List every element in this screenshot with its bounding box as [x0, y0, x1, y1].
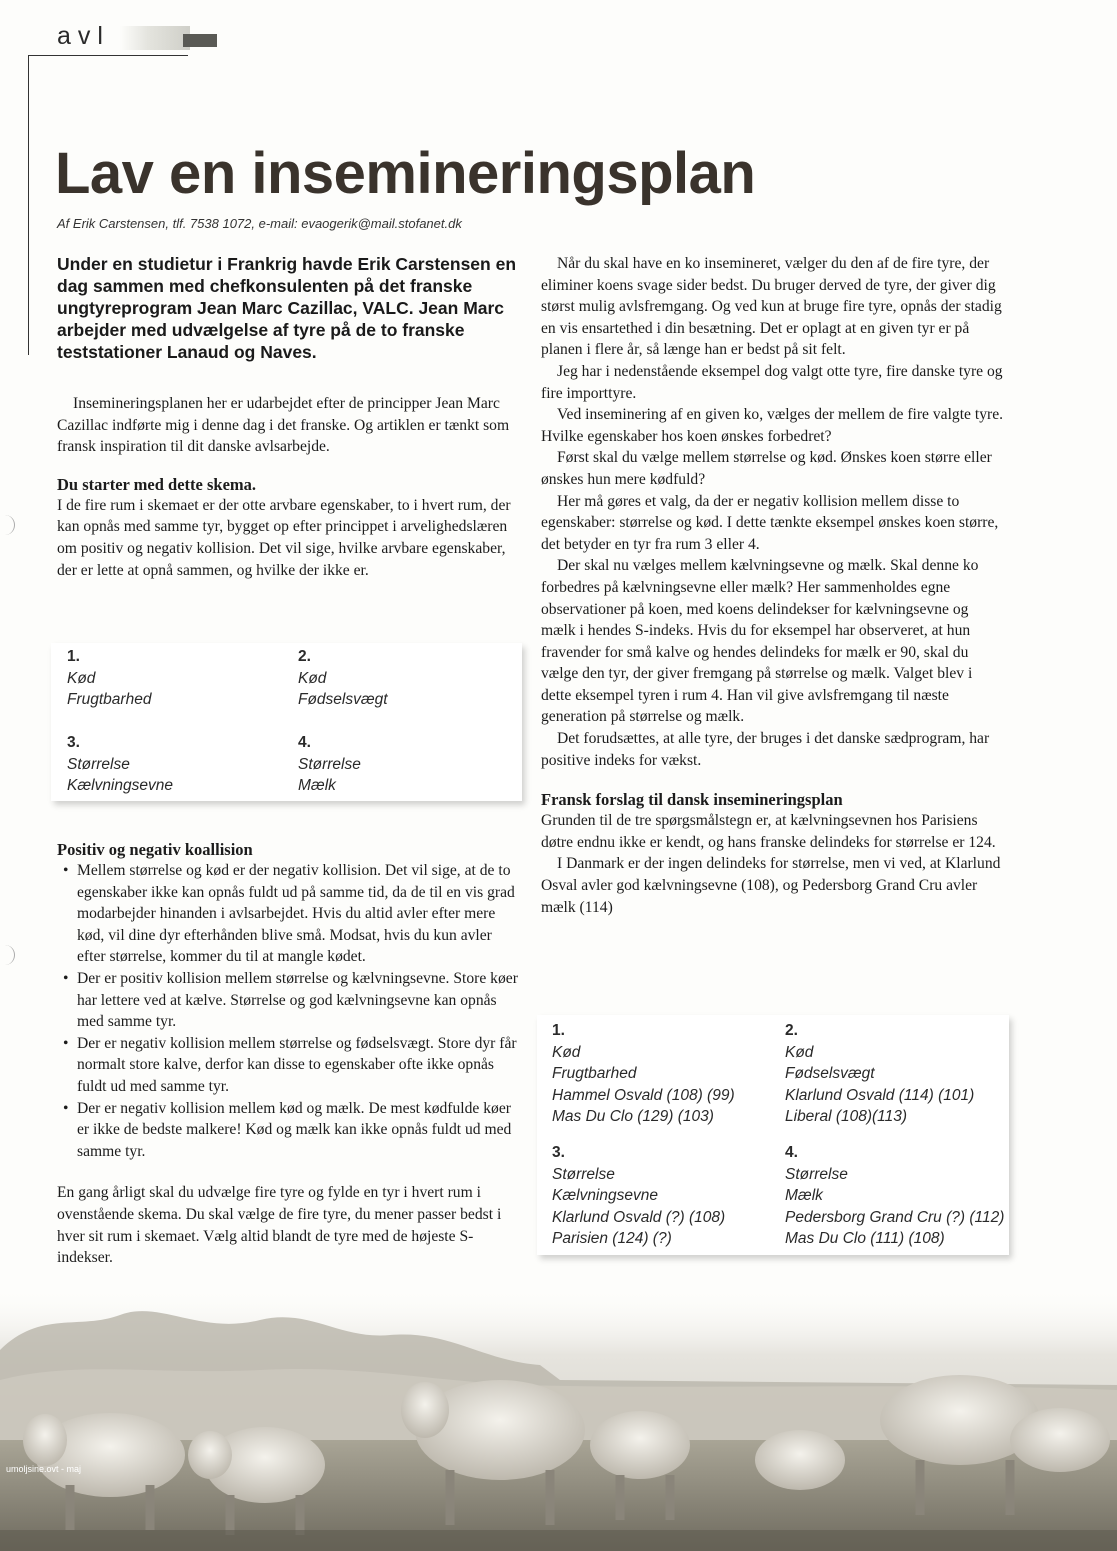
list-item: • Der er positiv kollision mellem størrelse og kælvningsevne. Store køer har lettere ved at kælve. Størrelse og god kælvningsevne kan opnås med samme tyr.	[77, 968, 519, 1033]
body-paragraph: Først skal du vælge mellem størrelse og kød. Ønskes koen større eller ønskes hun mere kødfuld?	[541, 449, 992, 488]
body-paragraph: Ved inseminering af en given ko, vælges der mellem de fire valgte tyre. Hvilke egenskaber hos koen ønskes forbedret?	[541, 406, 1004, 445]
header-decoration	[120, 26, 190, 50]
body-paragraph: Der skal nu vælges mellem kælvningsevne og mælk. Skal denne ko forbedres på kælvningsevne eller mælk? Her sammenholdes egne observationer på koen, med koens delindekser for kælvningsevne og mælk i hendes S-indeks. Hvis du for eksempel har observeret, at hun fravender for små kalve og hendes delindeks for mælk er 90, skal du vælge den tyr, der giver fremgang på størrelse og mælk. Valget blev i dette eksempel tyren i rum 4. Han vil give avlsfremgang til næste generation på størrelse og mælk.	[541, 557, 979, 726]
cell-number: 3.	[552, 1144, 565, 1161]
list-item: • Der er negativ kollision mellem størrelse og fødselsvægt. Store dyr får normalt store kalve, derfor kan disse to egenskaber ofte ikke opnås fuldt ud med samme tyr.	[77, 1033, 519, 1098]
schema-paragraph: I de fire rum i skemaet er der otte arvbare egenskaber, to i hvert rum, der kan opnås med samme tyr, bygget op efter princippet i arvelighedslæren om positiv og negativ kollision. Det vil sige, hvilke arvbare egenskaber, der er lette at opnå sammen, og hvilke der ikke er.	[57, 496, 511, 579]
cell-bull: Hammel Osvald (108) (99)	[552, 1086, 735, 1104]
cell-trait: Størrelse	[552, 1165, 615, 1183]
cell-trait: Fødselsvægt	[785, 1065, 875, 1082]
cell-trait: Mælk	[298, 777, 336, 794]
list-item: • Mellem størrelse og kød er der negativ kollision. Det vil sige, at de to egenskaber ikke kan opnås fuldt ud på samme tid, da de til en vis grad modarbejder hinanden i avlsarbejdet. Hvis du altid avler efter mere kød, vil dine dyr efterhånden blive små. Modsat, hvis du kun avler efter størrelse, kommer du til at mangle kødet.	[77, 860, 519, 968]
section-heading-plan: Fransk forslag til dansk insemineringsplan	[541, 790, 843, 810]
schema-cell-4	[298, 732, 361, 797]
list-item: • Der er negativ kollision mellem kød og mælk. De mest kødfulde køer er ikke de bedste malkere! Kød og mælk kan ikke opnås fuldt ud med samme tyr.	[77, 1098, 519, 1163]
body-paragraph: I Danmark er der ingen delindeks for størrelse, men vi ved, at Klarlund Osval avler god kælvningsevne (108), og Pedersborg Grand Cru avler mælk (114)	[541, 855, 1001, 916]
body-paragraph: Grunden til de tre spørgsmålstegn er, at kælvningsevnen hos Parisiens døtre endnu ikke er kendt, og hans franske delindeks for størrelse er 124.	[541, 812, 996, 851]
intro-paragraph: Insemineringsplanen her er udarbejdet efter de principper Jean Marc Cazillac indførte mig i denne dag i det franske. Og artiklen er tænkt som fransk inspiration til dit danske avlsarbejde.	[57, 395, 510, 456]
cell-trait: Kød	[552, 1043, 581, 1061]
byline: Af Erik Carstensen, tlf. 7538 1072, e-mail: evaogerik@mail.stofanet.dk	[57, 216, 462, 231]
collision-list	[57, 860, 519, 1162]
header-rule	[28, 55, 188, 56]
cell-number: 1.	[67, 648, 80, 665]
section-tag: avl	[57, 22, 110, 50]
plan-cell-2	[785, 1020, 974, 1128]
cell-trait: Kælvningsevne	[67, 777, 173, 794]
body-paragraph: Når du skal have en ko insemineret, vælger du den af de fire tyre, der eliminer koens svage sider bedst. Du bruger derved de tyre, der giver dig størst mulig avlsfremgang. Og ved kun at bruge fire tyre, opnås der stadig en vis ensartethed i din besætning. Det er oplagt at en given tyr er på planen i flere år, så længe han er bedst på sit felt.	[541, 255, 1002, 359]
article-title: Lav en insemineringsplan	[55, 141, 756, 206]
cell-bull: Pedersborg Grand Cru (?) (112)	[785, 1208, 1005, 1226]
plan-cell-1	[552, 1020, 735, 1128]
trait-schema-table	[51, 643, 522, 801]
insemination-plan-table	[537, 1015, 1009, 1255]
closing-paragraph: En gang årligt skal du udvælge fire tyre og fylde en tyr i hvert rum i ovenstående skema. Du skal vælge de fire tyre, du mener passer bedst i hver sit rum i skemaet. Vælg altid blandt de tyre med de højeste S-indekser.	[57, 1184, 502, 1267]
cell-bull: Parisien (124) (?)	[552, 1230, 672, 1247]
page-edge-mark	[0, 515, 15, 535]
photo-caption: umoljsine.ovt - maj	[6, 1464, 82, 1474]
cattle-photo-graphic	[0, 1290, 1117, 1551]
cell-number: 3.	[67, 734, 80, 751]
body-paragraph: Det forudsættes, at alle tyre, der bruges i det danske sædprogram, har positive indeks for vækst.	[541, 730, 990, 769]
cell-number: 2.	[298, 648, 311, 665]
schema-cell-1	[67, 646, 151, 711]
cell-number: 1.	[552, 1022, 565, 1039]
cell-bull: Klarlund Osvald (114) (101)	[785, 1086, 975, 1104]
section-heading-schema: Du starter med dette skema.	[57, 474, 257, 494]
cell-bull: Klarlund Osvald (?) (108)	[552, 1208, 726, 1226]
cell-trait: Størrelse	[298, 755, 361, 773]
body-paragraph: Her må gøres et valg, da der er negativ kollision mellem disse to egenskaber: størrelse og kød. I dette tænkte eksempel ønskes koen større, det betyder en tyr fra rum 3 eller 4.	[541, 492, 999, 553]
cell-trait: Kælvningsevne	[552, 1187, 658, 1204]
cell-trait: Størrelse	[67, 755, 130, 773]
cattle-photo	[0, 1290, 1117, 1551]
plan-cell-3	[552, 1142, 725, 1250]
cell-trait: Mælk	[785, 1187, 823, 1204]
cell-number: 4.	[785, 1144, 798, 1161]
cell-number: 4.	[298, 734, 311, 751]
schema-cell-3	[67, 732, 173, 797]
cell-trait: Frugtbarhed	[67, 691, 152, 708]
cell-trait: Frugtbarhed	[552, 1065, 637, 1082]
left-column	[57, 253, 519, 581]
margin-rule	[28, 55, 29, 355]
cell-trait: Kød	[298, 669, 327, 687]
schema-cell-2	[298, 646, 388, 711]
plan-cell-4	[785, 1142, 1004, 1250]
cell-bull: Mas Du Clo (129) (103)	[552, 1108, 714, 1125]
section-heading-collision: Positiv og negativ koallision	[57, 840, 253, 859]
cell-trait: Kød	[785, 1043, 814, 1061]
section-tag-bar	[183, 34, 217, 47]
cell-bull: Mas Du Clo (111) (108)	[785, 1230, 945, 1247]
cell-bull: Liberal (108)(113)	[785, 1108, 908, 1125]
cell-trait: Kød	[67, 669, 96, 687]
page-edge-mark	[0, 945, 15, 965]
cell-trait: Størrelse	[785, 1165, 848, 1183]
cell-trait: Fødselsvægt	[298, 691, 388, 708]
body-paragraph: Jeg har i nedenstående eksempel dog valgt otte tyre, fire danske tyre og fire importtyre.	[541, 362, 1003, 402]
right-column	[541, 253, 1005, 918]
collision-section	[57, 840, 519, 1269]
lead-paragraph: Under en studietur i Frankrig havde Erik Carstensen en dag sammen med chefkonsulenten på det franske ungtyreprogram Jean Marc Cazillac, VALC. Jean Marc arbejder med udvælgelse af tyre på de to franske teststationer Lanaud og Naves.	[57, 254, 517, 362]
cell-number: 2.	[785, 1022, 798, 1039]
